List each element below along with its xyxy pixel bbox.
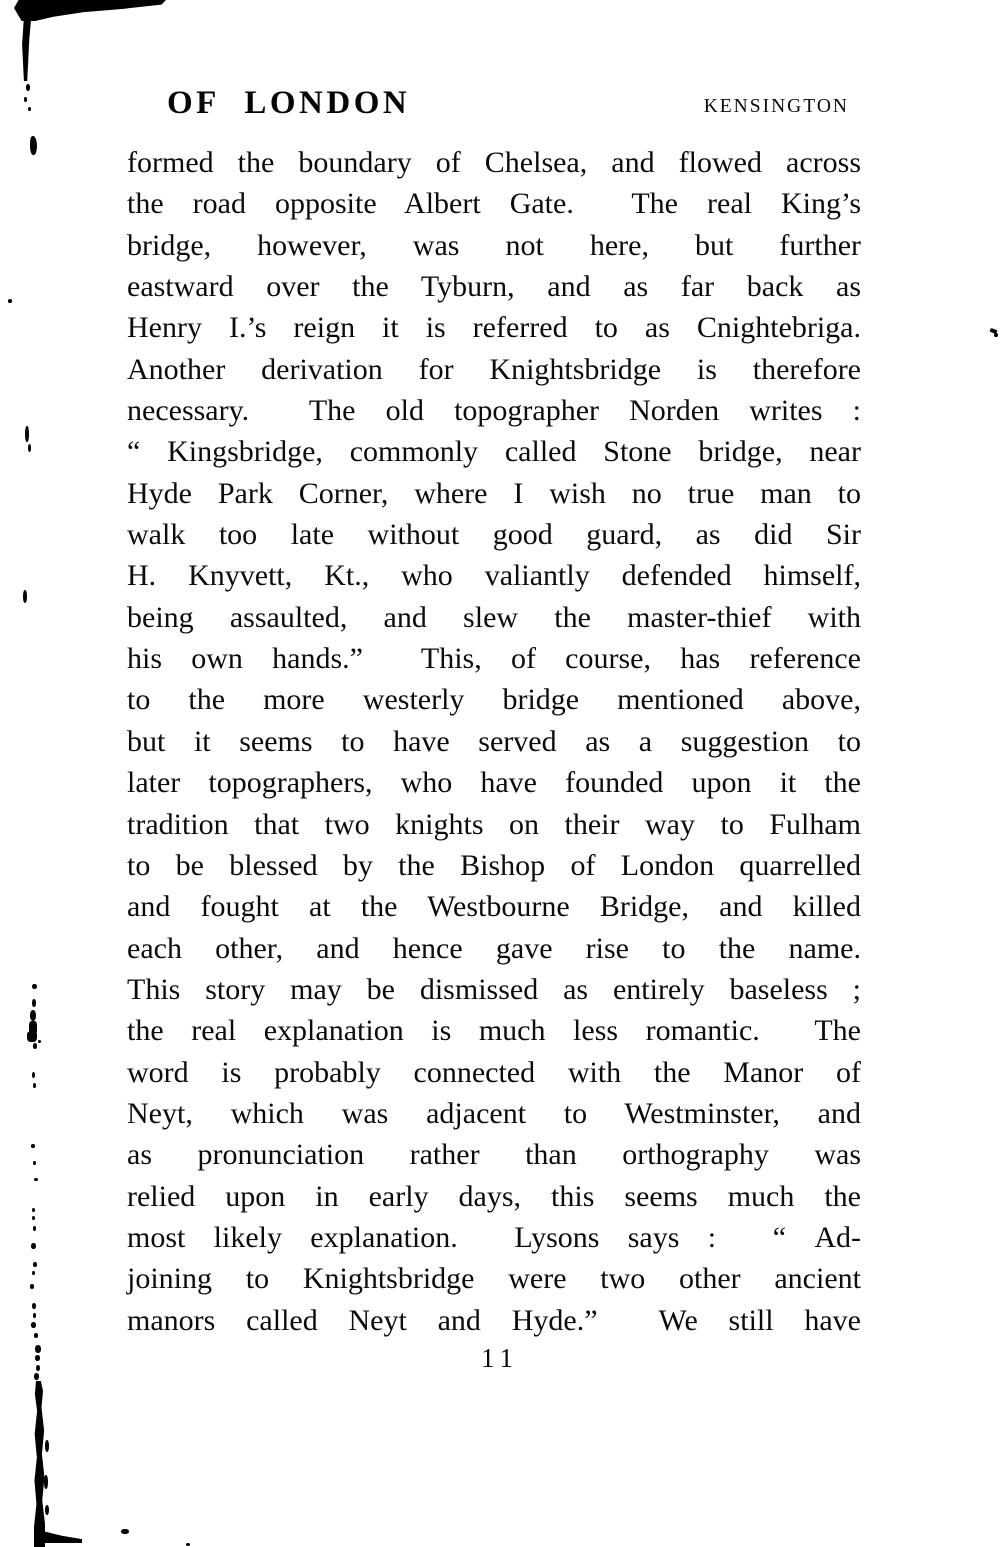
scan-speckle bbox=[45, 1505, 49, 1515]
scan-speckle bbox=[994, 333, 998, 337]
text-line: tradition that two knights on their way to Fulham bbox=[127, 807, 861, 841]
text-line: most likely explanation. Lysons says : “ Ad- bbox=[127, 1220, 861, 1254]
text-line: joining to Knightsbridge were two other ancient bbox=[127, 1262, 861, 1296]
text-line: manors called Neyt and Hyde.” We still have bbox=[127, 1303, 861, 1337]
text-line: relied upon in early days, this seems much the bbox=[127, 1179, 861, 1213]
text-line: bridge, however, was not here, but further bbox=[127, 228, 861, 262]
text-line: the real explanation is much less romantic. The bbox=[127, 1014, 861, 1048]
text-line: eastward over the Tyburn, and as far back as bbox=[127, 270, 861, 304]
scan-speckle bbox=[33, 1043, 37, 1049]
scan-speckle bbox=[33, 1083, 36, 1088]
scan-speckle bbox=[26, 84, 30, 91]
text-line: and fought at the Westbourne Bridge, and killed bbox=[127, 890, 861, 924]
scan-speckle bbox=[32, 1271, 35, 1275]
scan-artifact-gutter-foot bbox=[34, 1529, 82, 1543]
scan-speckle bbox=[34, 1373, 39, 1380]
scan-speckle bbox=[34, 1333, 38, 1338]
scan-speckle bbox=[32, 984, 37, 989]
scan-artifact-gutter-bar bbox=[34, 1381, 45, 1547]
scan-speckle bbox=[186, 1543, 190, 1546]
text-line: Hyde Park Corner, where I wish no true man to bbox=[127, 476, 861, 510]
text-line: walk too late without good guard, as did Sir bbox=[127, 518, 861, 552]
scan-speckle bbox=[34, 1178, 38, 1181]
text-line: necessary. The old topographer Norden writes : bbox=[127, 394, 861, 428]
scan-speckle bbox=[31, 1322, 36, 1328]
scan-speckle bbox=[32, 999, 36, 1007]
text-line: being assaulted, and slew the master-thief with bbox=[127, 600, 861, 634]
scan-speckle bbox=[8, 299, 12, 303]
text-line: as pronunciation rather than orthography was bbox=[127, 1138, 861, 1172]
scan-speckle bbox=[31, 1243, 36, 1249]
text-line: H. Knyvett, Kt., who valiantly defended himself, bbox=[127, 559, 861, 593]
scan-speckle bbox=[33, 1262, 37, 1267]
scan-speckle bbox=[32, 1216, 35, 1220]
scan-speckle bbox=[32, 1072, 35, 1078]
text-line: his own hands.” This, of course, has reference bbox=[127, 642, 861, 676]
scan-speckle bbox=[32, 1208, 35, 1212]
scan-speckle bbox=[30, 1284, 34, 1289]
scan-speckle bbox=[30, 136, 37, 155]
text-line: later topographers, who have founded upon it the bbox=[127, 766, 861, 800]
text-line: but it seems to have served as a suggestion to bbox=[127, 724, 861, 758]
text-line: word is probably connected with the Manor of bbox=[127, 1055, 861, 1089]
scan-speckle bbox=[23, 590, 27, 603]
scan-speckle bbox=[30, 1010, 36, 1021]
scan-speckle bbox=[33, 1226, 36, 1231]
text-line: Neyt, which was adjacent to Westminster, and bbox=[127, 1096, 861, 1130]
scan-artifact-top-wedge bbox=[14, 0, 166, 21]
text-line: formed the boundary of Chelsea, and flowed across bbox=[127, 146, 861, 179]
page-number: 11 bbox=[481, 1343, 519, 1373]
scan-speckle bbox=[35, 1355, 40, 1361]
scan-speckle bbox=[24, 97, 27, 102]
running-head-book-title: OF LONDON bbox=[167, 85, 411, 121]
scan-speckle bbox=[32, 1303, 36, 1309]
text-line: to be blessed by the Bishop of London quarrelled bbox=[127, 848, 861, 882]
text-line: Henry I.’s reign it is referred to as Cnightebriga. bbox=[127, 311, 861, 345]
scan-speckle bbox=[28, 444, 31, 452]
scan-speckle bbox=[36, 1365, 40, 1371]
scan-speckle bbox=[38, 1040, 41, 1043]
scan-speckle bbox=[31, 1144, 35, 1148]
text-line: the road opposite Albert Gate. The real King’s bbox=[127, 187, 861, 221]
scan-speckle bbox=[35, 1345, 41, 1353]
scan-speckle bbox=[45, 1440, 49, 1452]
body-text-block bbox=[127, 142, 861, 1341]
scan-artifact-top-wedge-tail bbox=[20, 13, 35, 81]
text-line: Another derivation for Knightsbridge is therefore bbox=[127, 352, 861, 386]
scan-speckle bbox=[33, 1313, 36, 1318]
text-line: each other, and hence gave rise to the name. bbox=[127, 931, 861, 965]
text-line: This story may be dismissed as entirely baseless ; bbox=[127, 972, 861, 1006]
scan-speckle bbox=[121, 1529, 129, 1534]
scan-speckle bbox=[27, 1031, 37, 1042]
text-line: “ Kingsbridge, commonly called Stone bridge, near bbox=[127, 435, 861, 469]
scan-speckle bbox=[44, 1475, 48, 1489]
scan-speckle bbox=[28, 107, 31, 111]
scan-speckle bbox=[33, 1161, 36, 1165]
text-line: to the more westerly bridge mentioned above, bbox=[127, 683, 861, 717]
running-head-chapter: KENSINGTON bbox=[703, 96, 849, 117]
scan-speckle bbox=[25, 426, 29, 442]
